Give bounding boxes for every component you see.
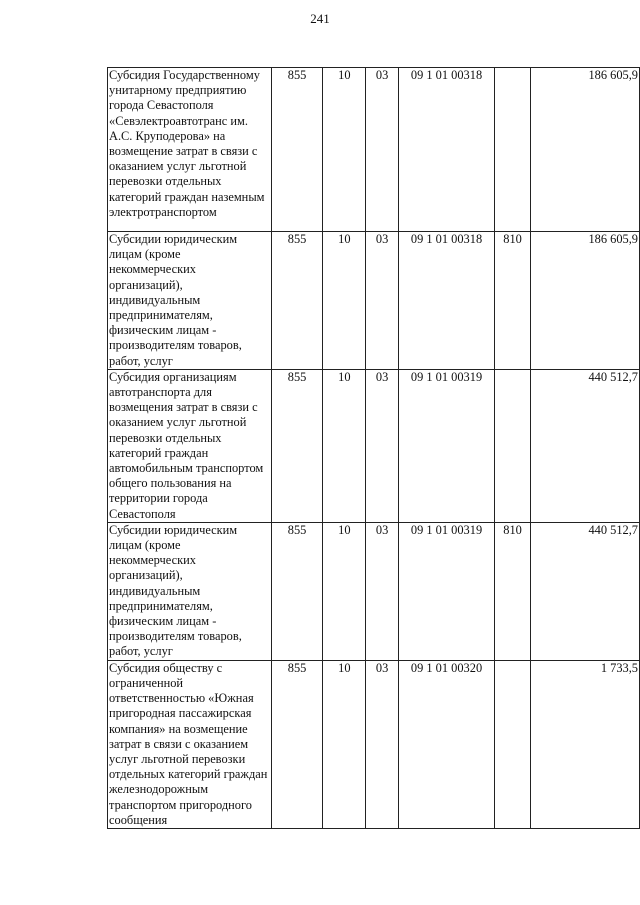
- row-name-cell: Субсидия обществу с ограниченной ответственностью «Южная пригородная пассажирская компания» на возмещение затрат в связи с оказанием услуг льготной перевозки отдельных категорий граждан железнодорожным транспортом пригородного сообщения: [108, 660, 272, 828]
- subsection-code-cell: 03: [366, 522, 399, 660]
- row-name-cell: Субсидии юридическим лицам (кроме некоммерческих организаций), индивидуальным предпринимателям, физическим лицам - производителям товаров, работ, услуг: [108, 232, 272, 370]
- admin-code-cell: 855: [271, 369, 323, 522]
- subsection-code-cell: 03: [366, 68, 399, 232]
- target-code-cell: 09 1 01 00319: [398, 369, 494, 522]
- row-name-cell: Субсидия организациям автотранспорта для возмещения затрат в связи с оказанием услуг льготной перевозки отдельных категорий граждан автомобильным транспортом общего пользования на территории города Севастополя: [108, 369, 272, 522]
- table-row: [108, 232, 640, 370]
- expense-type-cell: [495, 660, 531, 828]
- table-row: [108, 369, 640, 522]
- row-name-cell: Субсидия Государственному унитарному предприятию города Севастополя «Севэлектроавтотранс им. А.С. Круподерова» на возмещение затрат в связи с оказанием услуг льготной перевозки отдельных категорий граждан наземным электротранспортом: [108, 68, 272, 232]
- admin-code-cell: 855: [271, 660, 323, 828]
- expense-type-cell: [495, 68, 531, 232]
- section-code-cell: 10: [323, 232, 366, 370]
- amount-cell: 440 512,7: [531, 522, 640, 660]
- page-number: 241: [310, 11, 330, 26]
- target-code-cell: 09 1 01 00318: [398, 68, 494, 232]
- expense-type-cell: [495, 369, 531, 522]
- target-code-cell: 09 1 01 00320: [398, 660, 494, 828]
- expense-type-cell: 810: [495, 232, 531, 370]
- table-row: [108, 522, 640, 660]
- budget-table: [107, 67, 640, 829]
- admin-code-cell: 855: [271, 68, 323, 232]
- target-code-cell: 09 1 01 00319: [398, 522, 494, 660]
- admin-code-cell: 855: [271, 522, 323, 660]
- subsection-code-cell: 03: [366, 369, 399, 522]
- subsection-code-cell: 03: [366, 232, 399, 370]
- table-row: [108, 660, 640, 828]
- section-code-cell: 10: [323, 68, 366, 232]
- admin-code-cell: 855: [271, 232, 323, 370]
- subsection-code-cell: 03: [366, 660, 399, 828]
- section-code-cell: 10: [323, 522, 366, 660]
- amount-cell: 1 733,5: [531, 660, 640, 828]
- amount-cell: 186 605,9: [531, 68, 640, 232]
- row-name-cell: Субсидии юридическим лицам (кроме некоммерческих организаций), индивидуальным предпринимателям, физическим лицам - производителям товаров, работ, услуг: [108, 522, 272, 660]
- target-code-cell: 09 1 01 00318: [398, 232, 494, 370]
- amount-cell: 186 605,9: [531, 232, 640, 370]
- section-code-cell: 10: [323, 369, 366, 522]
- section-code-cell: 10: [323, 660, 366, 828]
- expense-type-cell: 810: [495, 522, 531, 660]
- amount-cell: 440 512,7: [531, 369, 640, 522]
- table-row: [108, 68, 640, 232]
